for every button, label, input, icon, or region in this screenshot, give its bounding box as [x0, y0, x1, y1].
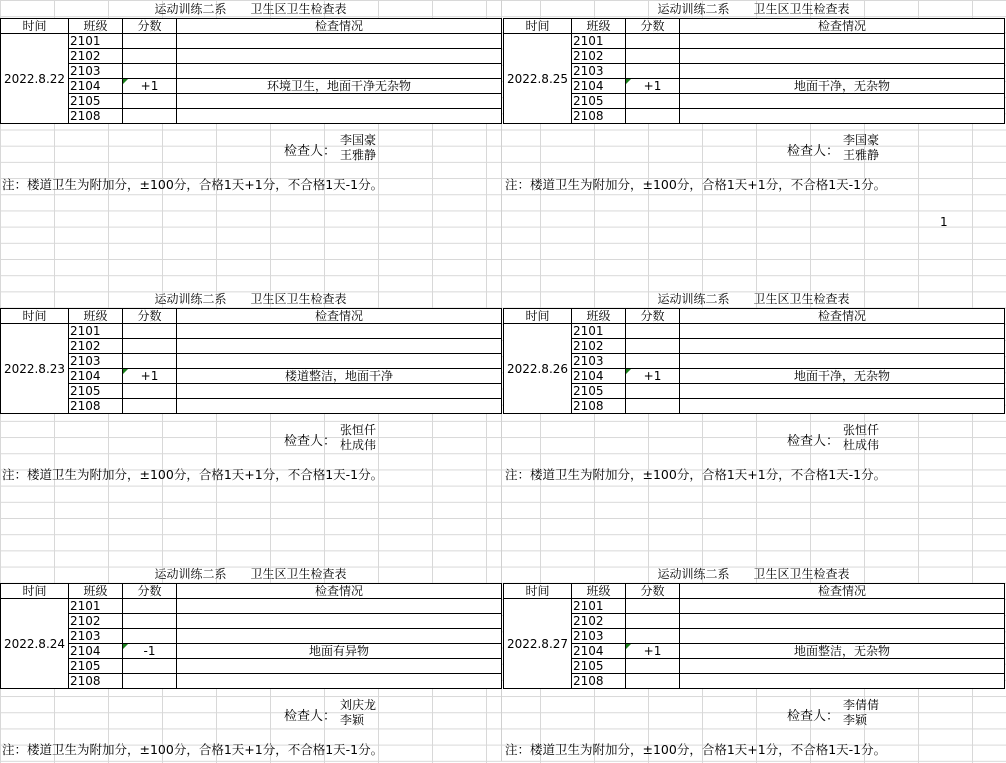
score-value: +1	[140, 79, 159, 93]
header-score[interactable]: 分数	[626, 309, 680, 324]
class-cell[interactable]: 2103	[69, 64, 123, 79]
table-row	[1, 34, 502, 49]
class-cell[interactable]: 2103	[572, 64, 626, 79]
inspector-label: 检查人：	[284, 144, 337, 159]
inspection-table	[503, 308, 1005, 414]
table-row	[1, 369, 502, 384]
score-cell[interactable]	[123, 64, 177, 79]
score-cell[interactable]	[626, 324, 680, 339]
class-cell[interactable]: 2103	[572, 629, 626, 644]
score-cell[interactable]	[123, 629, 177, 644]
description-cell[interactable]	[680, 49, 1005, 64]
description-cell[interactable]	[177, 629, 502, 644]
inspector-section	[503, 697, 1004, 730]
header-score[interactable]: 分数	[626, 584, 680, 599]
table-row	[504, 49, 1005, 64]
header-inspection[interactable]: 检查情况	[177, 584, 502, 599]
score-cell[interactable]	[626, 109, 680, 124]
description-cell[interactable]	[177, 659, 502, 674]
description-cell[interactable]	[680, 109, 1005, 124]
score-cell[interactable]	[123, 79, 177, 94]
table-row	[504, 674, 1005, 689]
inspection-form	[503, 290, 1004, 488]
score-cell[interactable]	[626, 399, 680, 414]
description-cell[interactable]	[680, 64, 1005, 79]
description-cell[interactable]	[680, 399, 1005, 414]
description-cell[interactable]: 地面有异物	[177, 644, 502, 659]
description-cell[interactable]	[680, 354, 1005, 369]
score-cell[interactable]	[123, 109, 177, 124]
table-row	[1, 644, 502, 659]
inspector-label: 检查人：	[787, 434, 840, 449]
inspection-form	[503, 565, 1004, 763]
header-time[interactable]: 时间	[1, 309, 69, 324]
inspector-section	[0, 422, 501, 455]
header-class[interactable]: 班级	[572, 19, 626, 34]
class-cell[interactable]: 2105	[572, 94, 626, 109]
page-number: 1	[940, 215, 948, 229]
table-row	[1, 324, 502, 339]
description-cell[interactable]	[680, 34, 1005, 49]
inspector-section	[0, 132, 501, 165]
header-row	[1, 584, 502, 599]
class-cell[interactable]: 2105	[572, 384, 626, 399]
header-time[interactable]: 时间	[504, 309, 572, 324]
description-cell[interactable]	[177, 49, 502, 64]
class-cell[interactable]: 2108	[572, 399, 626, 414]
inspector-section	[0, 697, 501, 730]
description-cell[interactable]	[680, 614, 1005, 629]
inspection-form	[0, 565, 501, 763]
class-cell[interactable]: 2103	[69, 354, 123, 369]
score-cell[interactable]	[123, 384, 177, 399]
header-score[interactable]: 分数	[123, 309, 177, 324]
class-cell[interactable]: 2102	[69, 339, 123, 354]
inspector-name[interactable]: 李颖	[843, 713, 868, 727]
class-cell[interactable]: 2101	[69, 324, 123, 339]
header-inspection[interactable]: 检查情况	[680, 19, 1005, 34]
score-value: +1	[643, 79, 662, 93]
description-cell[interactable]	[177, 384, 502, 399]
inspector-names	[340, 698, 376, 728]
table-row	[504, 384, 1005, 399]
table-row	[504, 79, 1005, 94]
header-class[interactable]: 班级	[572, 584, 626, 599]
description-cell[interactable]	[680, 674, 1005, 689]
inspector-section	[503, 422, 1004, 455]
description-cell[interactable]: 地面干净，无杂物	[680, 79, 1005, 94]
class-cell[interactable]: 2101	[572, 34, 626, 49]
header-score[interactable]: 分数	[123, 19, 177, 34]
score-cell[interactable]	[123, 339, 177, 354]
description-cell[interactable]	[680, 339, 1005, 354]
inspector-label: 检查人：	[284, 709, 337, 724]
inspection-form	[0, 0, 501, 198]
table-row	[504, 324, 1005, 339]
table-row	[1, 599, 502, 614]
table-row	[504, 644, 1005, 659]
class-cell[interactable]: 2105	[69, 384, 123, 399]
score-cell[interactable]	[626, 64, 680, 79]
score-value: -1	[143, 644, 156, 658]
class-cell[interactable]: 2101	[572, 324, 626, 339]
score-cell[interactable]	[123, 659, 177, 674]
header-time[interactable]: 时间	[504, 584, 572, 599]
date-cell[interactable]: 2022.8.25	[504, 34, 572, 124]
score-cell[interactable]	[626, 34, 680, 49]
class-cell[interactable]: 2108	[69, 674, 123, 689]
inspection-table	[503, 583, 1005, 689]
header-class[interactable]: 班级	[572, 309, 626, 324]
header-row	[504, 19, 1005, 34]
scoring-note[interactable]: 注：楼道卫生为附加分，±100分，合格1天+1分，不合格1天-1分。	[505, 177, 887, 192]
header-time[interactable]: 时间	[1, 584, 69, 599]
header-inspection[interactable]: 检查情况	[680, 309, 1005, 324]
header-class[interactable]: 班级	[69, 584, 123, 599]
score-cell[interactable]	[626, 79, 680, 94]
class-cell[interactable]: 2102	[69, 614, 123, 629]
table-row	[1, 399, 502, 414]
table-row	[1, 659, 502, 674]
description-cell[interactable]: 楼道整洁，地面干净	[177, 369, 502, 384]
score-value: +1	[643, 369, 662, 383]
form-title: 运动训练二系 卫生区卫生检查表	[154, 292, 347, 306]
table-row	[1, 94, 502, 109]
inspector-name[interactable]: 张恒仟	[340, 423, 377, 437]
class-cell[interactable]: 2103	[572, 354, 626, 369]
score-cell[interactable]	[123, 674, 177, 689]
score-value: +1	[140, 369, 159, 383]
table-row	[504, 599, 1005, 614]
description-cell[interactable]: 地面整洁，无杂物	[680, 644, 1005, 659]
header-score[interactable]: 分数	[123, 584, 177, 599]
description-cell[interactable]	[177, 34, 502, 49]
description-cell[interactable]: 环境卫生，地面干净无杂物	[177, 79, 502, 94]
header-inspection[interactable]: 检查情况	[177, 19, 502, 34]
score-cell[interactable]	[123, 354, 177, 369]
score-cell[interactable]	[626, 599, 680, 614]
comment-marker-icon	[123, 644, 128, 649]
inspection-table	[503, 18, 1005, 124]
table-row	[504, 64, 1005, 79]
description-cell[interactable]	[177, 399, 502, 414]
score-cell[interactable]	[123, 614, 177, 629]
table-row	[504, 369, 1005, 384]
description-cell[interactable]	[680, 599, 1005, 614]
header-inspection[interactable]: 检查情况	[177, 309, 502, 324]
score-cell[interactable]	[626, 384, 680, 399]
score-cell[interactable]	[626, 629, 680, 644]
scoring-note[interactable]: 注：楼道卫生为附加分，±100分，合格1天+1分，不合格1天-1分。	[505, 742, 887, 757]
table-row	[504, 629, 1005, 644]
comment-marker-icon	[626, 644, 631, 649]
score-cell[interactable]	[626, 614, 680, 629]
table-row	[504, 659, 1005, 674]
score-cell[interactable]	[626, 94, 680, 109]
inspection-table	[0, 308, 502, 414]
class-cell[interactable]: 2101	[69, 34, 123, 49]
inspector-names	[340, 133, 376, 163]
score-cell[interactable]	[626, 659, 680, 674]
description-cell[interactable]	[177, 599, 502, 614]
description-cell[interactable]	[680, 384, 1005, 399]
table-row	[504, 94, 1005, 109]
table-row	[1, 79, 502, 94]
inspection-table	[0, 18, 502, 124]
class-cell[interactable]: 2105	[572, 659, 626, 674]
date-cell[interactable]: 2022.8.27	[504, 599, 572, 689]
class-cell[interactable]: 2103	[69, 629, 123, 644]
header-inspection[interactable]: 检查情况	[680, 584, 1005, 599]
class-cell[interactable]: 2104	[572, 369, 626, 384]
table-row	[1, 674, 502, 689]
header-row	[504, 584, 1005, 599]
table-row	[1, 614, 502, 629]
description-cell[interactable]	[177, 674, 502, 689]
inspection-table	[0, 583, 502, 689]
class-cell[interactable]: 2102	[572, 614, 626, 629]
score-cell[interactable]	[626, 644, 680, 659]
inspector-name[interactable]: 王雅静	[340, 148, 377, 162]
inspector-names	[843, 423, 879, 453]
table-row	[1, 384, 502, 399]
header-row	[1, 309, 502, 324]
inspector-name[interactable]: 李倩倩	[843, 698, 880, 712]
table-row	[1, 49, 502, 64]
date-cell[interactable]: 2022.8.22	[1, 34, 69, 124]
inspector-label: 检查人：	[787, 144, 840, 159]
inspection-form	[503, 0, 1004, 198]
form-title: 运动训练二系 卫生区卫生检查表	[657, 292, 850, 306]
description-cell[interactable]	[680, 629, 1005, 644]
table-row	[504, 354, 1005, 369]
score-cell[interactable]	[123, 644, 177, 659]
header-time[interactable]: 时间	[1, 19, 69, 34]
score-cell[interactable]	[123, 369, 177, 384]
inspector-name[interactable]: 杜成伟	[340, 438, 377, 452]
table-row	[504, 614, 1005, 629]
date-cell[interactable]: 2022.8.23	[1, 324, 69, 414]
class-cell[interactable]: 2104	[572, 644, 626, 659]
table-row	[1, 339, 502, 354]
comment-marker-icon	[626, 369, 631, 374]
date-cell[interactable]: 2022.8.26	[504, 324, 572, 414]
header-class[interactable]: 班级	[69, 309, 123, 324]
description-cell[interactable]	[177, 354, 502, 369]
class-cell[interactable]: 2105	[69, 94, 123, 109]
inspector-names	[340, 423, 376, 453]
inspector-name[interactable]: 王雅静	[843, 148, 880, 162]
inspector-names	[843, 698, 879, 728]
form-title: 运动训练二系 卫生区卫生检查表	[657, 2, 850, 16]
header-score[interactable]: 分数	[626, 19, 680, 34]
score-cell[interactable]	[123, 34, 177, 49]
class-cell[interactable]: 2101	[69, 599, 123, 614]
inspector-name[interactable]: 刘庆龙	[340, 698, 377, 712]
score-cell[interactable]	[626, 339, 680, 354]
date-cell[interactable]: 2022.8.24	[1, 599, 69, 689]
score-cell[interactable]	[626, 674, 680, 689]
score-cell[interactable]	[123, 49, 177, 64]
inspector-name[interactable]: 李颖	[340, 713, 365, 727]
description-cell[interactable]	[177, 64, 502, 79]
table-row	[504, 399, 1005, 414]
inspector-section	[503, 132, 1004, 165]
score-cell[interactable]	[626, 354, 680, 369]
header-row	[1, 19, 502, 34]
score-cell[interactable]	[626, 49, 680, 64]
inspection-form	[0, 290, 501, 488]
description-cell[interactable]	[680, 324, 1005, 339]
table-row	[504, 109, 1005, 124]
inspector-name[interactable]: 杜成伟	[843, 438, 880, 452]
inspector-name[interactable]: 张恒仟	[843, 423, 880, 437]
inspector-label: 检查人：	[284, 434, 337, 449]
table-row	[1, 109, 502, 124]
header-time[interactable]: 时间	[504, 19, 572, 34]
description-cell[interactable]	[680, 94, 1005, 109]
class-cell[interactable]: 2102	[572, 339, 626, 354]
class-cell[interactable]: 2104	[69, 369, 123, 384]
class-cell[interactable]: 2108	[572, 674, 626, 689]
table-row	[1, 629, 502, 644]
class-cell[interactable]: 2104	[69, 644, 123, 659]
table-row	[504, 339, 1005, 354]
class-cell[interactable]: 2102	[572, 49, 626, 64]
class-cell[interactable]: 2108	[69, 109, 123, 124]
class-cell[interactable]: 2105	[69, 659, 123, 674]
inspector-name[interactable]: 李国豪	[843, 133, 880, 147]
form-title: 运动训练二系 卫生区卫生检查表	[154, 2, 347, 16]
header-class[interactable]: 班级	[69, 19, 123, 34]
score-cell[interactable]	[123, 399, 177, 414]
description-cell[interactable]: 地面干净，无杂物	[680, 369, 1005, 384]
form-title: 运动训练二系 卫生区卫生检查表	[154, 567, 347, 581]
scoring-note[interactable]: 注：楼道卫生为附加分，±100分，合格1天+1分，不合格1天-1分。	[505, 467, 887, 482]
table-row	[504, 34, 1005, 49]
description-cell[interactable]	[177, 109, 502, 124]
class-cell[interactable]: 2101	[572, 599, 626, 614]
header-row	[504, 309, 1005, 324]
comment-marker-icon	[123, 79, 128, 84]
description-cell[interactable]	[177, 339, 502, 354]
description-cell[interactable]	[680, 659, 1005, 674]
inspector-names	[843, 133, 879, 163]
comment-marker-icon	[626, 79, 631, 84]
description-cell[interactable]	[177, 614, 502, 629]
score-cell[interactable]	[123, 324, 177, 339]
class-cell[interactable]: 2102	[69, 49, 123, 64]
inspector-name[interactable]: 李国豪	[340, 133, 377, 147]
table-row	[1, 354, 502, 369]
description-cell[interactable]	[177, 324, 502, 339]
description-cell[interactable]	[177, 94, 502, 109]
class-cell[interactable]: 2108	[572, 109, 626, 124]
scoring-note[interactable]: 注：楼道卫生为附加分，±100分，合格1天+1分，不合格1天-1分。	[2, 467, 384, 482]
class-cell[interactable]: 2104	[69, 79, 123, 94]
class-cell[interactable]: 2108	[69, 399, 123, 414]
table-row	[1, 64, 502, 79]
score-value: +1	[643, 644, 662, 658]
comment-marker-icon	[123, 369, 128, 374]
score-cell[interactable]	[123, 599, 177, 614]
form-title: 运动训练二系 卫生区卫生检查表	[657, 567, 850, 581]
score-cell[interactable]	[626, 369, 680, 384]
score-cell[interactable]	[123, 94, 177, 109]
class-cell[interactable]: 2104	[572, 79, 626, 94]
inspector-label: 检查人：	[787, 709, 840, 724]
scoring-note[interactable]: 注：楼道卫生为附加分，±100分，合格1天+1分，不合格1天-1分。	[2, 742, 384, 757]
scoring-note[interactable]: 注：楼道卫生为附加分，±100分，合格1天+1分，不合格1天-1分。	[2, 177, 384, 192]
